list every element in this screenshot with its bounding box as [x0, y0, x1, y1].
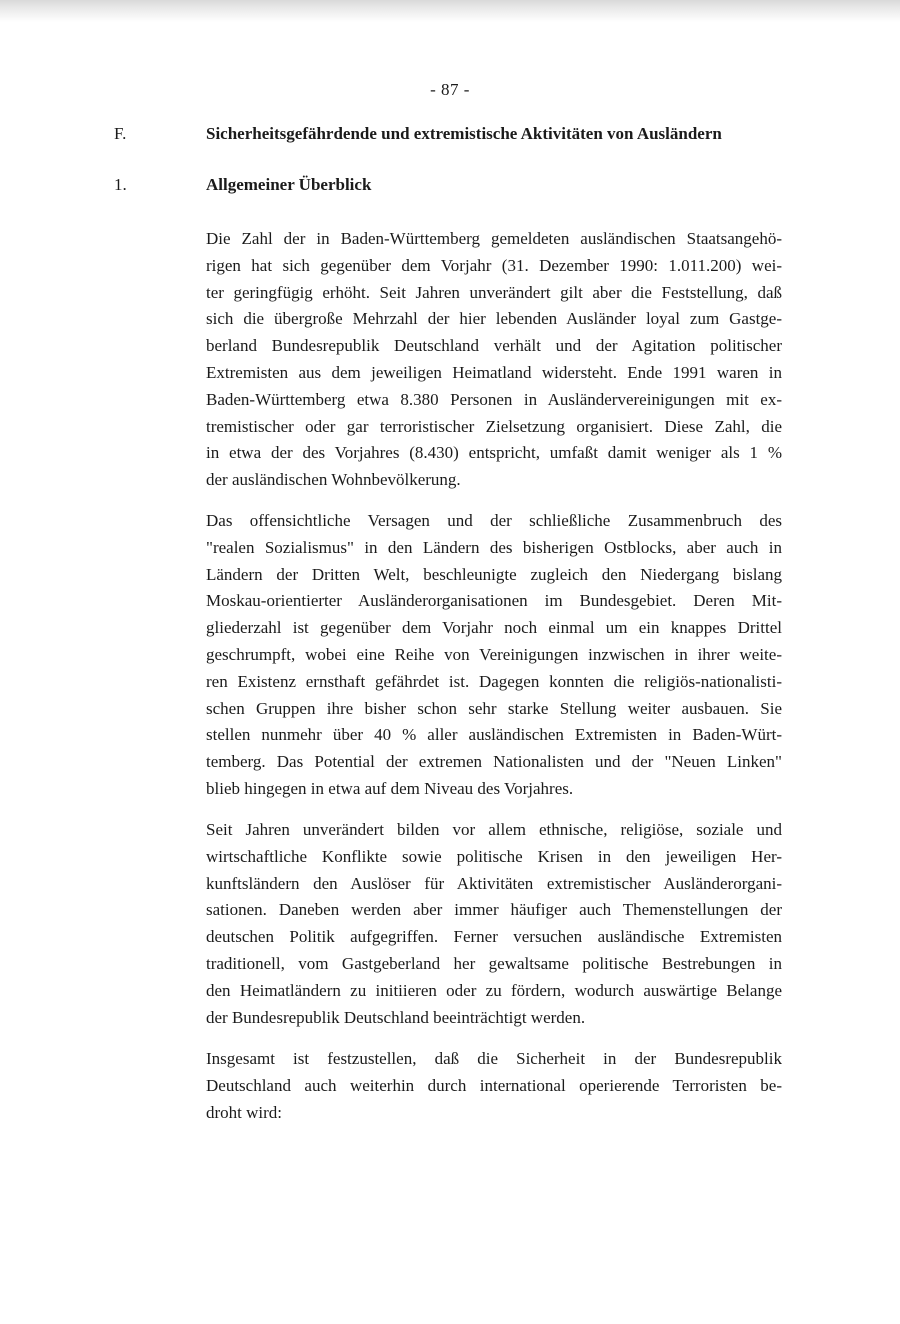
paragraph-line: Extremisten aus dem jeweiligen Heimatland widersteht. Ende 1991 waren in — [206, 362, 782, 382]
paragraph-line: sich die übergroße Mehrzahl der hier lebenden Ausländer loyal zum Gastge- — [206, 309, 782, 329]
paragraph-line: den Heimatländern zu initiieren oder zu fördern, wodurch auswärtige Belange — [206, 980, 782, 1000]
paragraph-line: ter geringfügig erhöht. Seit Jahren unverändert gilt aber die Feststellung, daß — [206, 282, 782, 302]
paragraph-1 — [206, 226, 782, 494]
paragraph-4 — [206, 1046, 782, 1126]
section-f-title: Sicherheitsgefährdende und extremistische Aktivitäten von Ausländern — [206, 124, 722, 143]
section-1-title: Allgemeiner Überblick — [206, 175, 372, 194]
paragraph-line: Die Zahl der in Baden-Württemberg gemeldeten ausländischen Staatsangehö- — [206, 229, 782, 248]
paragraph-line: rigen hat sich gegenüber dem Vorjahr (31. Dezember 1990: 1.011.200) wei- — [206, 255, 782, 275]
paragraph-line: blieb hingegen in etwa auf dem Niveau des Vorjahres. — [206, 778, 574, 798]
paragraph-line: kunftsländern den Auslöser für Aktivitäten extremistischer Ausländerorgani- — [206, 873, 782, 893]
paragraph-line: stellen nunmehr über 40 % aller ausländischen Extremisten in Baden-Würt- — [206, 725, 782, 745]
paragraph-line: schen Gruppen ihre bisher schon sehr starke Stellung weiter ausbauen. Sie — [206, 698, 782, 718]
paragraph-line: wirtschaftliche Konflikte sowie politische Krisen in den jeweiligen Her- — [206, 846, 782, 866]
paragraph-line: Insgesamt ist festzustellen, daß die Sicherheit in der Bundesrepublik — [206, 1049, 782, 1068]
paragraph-line: Seit Jahren unverändert bilden vor allem ethnische, religiöse, soziale und — [206, 820, 782, 839]
paragraph-line: deutschen Politik aufgegriffen. Ferner versuchen ausländische Extremisten — [206, 927, 782, 947]
paragraph-line: geschrumpft, wobei eine Reihe von Vereinigungen inzwischen in ihrer weite- — [206, 644, 782, 664]
paragraph-line: in etwa der des Vorjahres (8.430) entspricht, umfaßt damit weniger als 1 % — [206, 443, 782, 463]
paragraph-2 — [206, 508, 782, 803]
paragraph-line: gliederzahl ist gegenüber dem Vorjahr noch einmal um ein knappes Drittel — [206, 618, 782, 638]
paragraph-line: Baden-Württemberg etwa 8.380 Personen in Ausländervereinigungen mit ex- — [206, 389, 782, 409]
section-1-number: 1. — [114, 175, 127, 194]
paragraph-line: "realen Sozialismus" in den Ländern des bisherigen Ostblocks, aber auch in — [206, 537, 782, 557]
paragraph-line: Das offensichtliche Versagen und der schließliche Zusammenbruch des — [206, 511, 782, 530]
paragraph-line: droht wird: — [206, 1102, 283, 1122]
section-f-number: F. — [114, 124, 127, 143]
paragraph-line: der Bundesrepublik Deutschland beeinträchtigt werden. — [206, 1007, 586, 1027]
paragraph-line: traditionell, vom Gastgeberland her gewaltsame politische Bestrebungen in — [206, 953, 782, 973]
paragraph-line: tremistischer oder gar terroristischer Zielsetzung organisiert. Diese Zahl, die — [206, 416, 782, 436]
paragraph-line: sationen. Daneben werden aber immer häufiger auch Themenstellungen der — [206, 900, 782, 920]
paragraph-3 — [206, 817, 782, 1031]
paragraph-line: Ländern der Dritten Welt, beschleunigte zugleich den Niedergang bislang — [206, 564, 782, 584]
paragraph-line: ren Existenz ernsthaft gefährdet ist. Dagegen konnten die religiös-nationalisti- — [206, 671, 782, 691]
page-number: - 87 - — [430, 80, 470, 99]
paragraph-line: Moskau-orientierter Ausländerorganisationen im Bundesgebiet. Deren Mit- — [206, 591, 782, 611]
paragraph-line: Deutschland auch weiterhin durch international operierende Terroristen be- — [206, 1075, 782, 1095]
paragraph-line: der ausländischen Wohnbevölkerung. — [206, 470, 461, 490]
scan-shadow — [0, 0, 900, 22]
paragraph-line: temberg. Das Potential der extremen Nationalisten und der "Neuen Linken" — [206, 752, 782, 772]
paragraph-line: berland Bundesrepublik Deutschland verhält und der Agitation politischer — [206, 336, 782, 356]
